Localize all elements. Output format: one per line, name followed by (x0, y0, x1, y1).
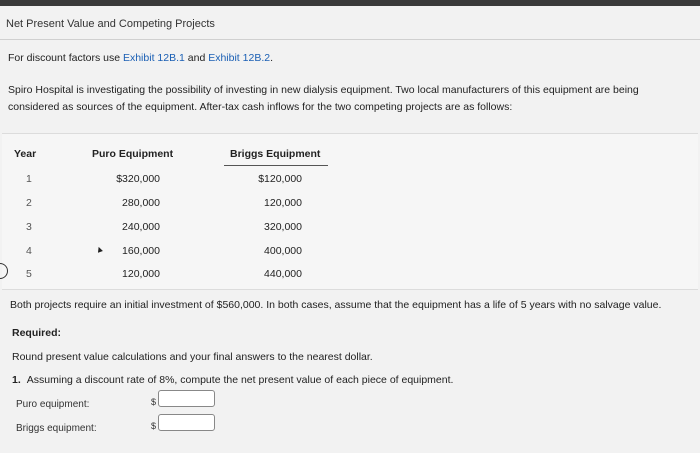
briggs-cell: $120,000 (258, 173, 302, 185)
year-cell: 3 (26, 221, 32, 233)
reference-prefix: For discount factors use (8, 52, 123, 64)
header-briggs: Briggs Equipment (230, 148, 321, 160)
rounding-instruction: Round present value calculations and your final answers to the nearest dollar. (12, 351, 373, 363)
puro-currency-symbol: $ (151, 397, 157, 407)
required-label: Required: (12, 327, 62, 339)
briggs-npv-input[interactable] (158, 414, 215, 431)
year-cell: 5 (26, 268, 32, 280)
table-row (2, 173, 698, 195)
title-divider (0, 39, 700, 40)
problem-page (0, 6, 700, 453)
table-row (2, 242, 698, 267)
briggs-currency-symbol: $ (151, 421, 157, 431)
puro-cell: 160,000 (122, 245, 160, 257)
intro-paragraph: Spiro Hospital is investigating the possibility of investing in new dialysis equipment. Two local manufacturers of this equipment are being considered as sources of the equipment. After-tax cash inflows for the two competing projects are as follows: (8, 84, 639, 113)
puro-cell: 120,000 (122, 268, 160, 280)
header-underline (224, 165, 328, 166)
table-row (2, 197, 698, 219)
year-cell: 2 (26, 197, 32, 209)
puro-cell: 240,000 (122, 221, 160, 233)
assumption-text: Both projects require an initial investment of $560,000. In both cases, assume that the equipment has a life of 5 years with no salvage value. (10, 299, 662, 311)
puro-answer-label: Puro equipment: (16, 399, 90, 410)
briggs-cell: 440,000 (264, 268, 302, 280)
exhibit-reference (8, 52, 273, 64)
briggs-cell: 320,000 (264, 221, 302, 233)
mouse-cursor-icon: ▲ (93, 242, 106, 256)
cash-flow-table (2, 133, 698, 290)
exhibit-12b1-link[interactable]: Exhibit 12B.1 (122, 52, 185, 64)
year-cell: 4 (26, 245, 32, 257)
question-text: Assuming a discount rate of 8%, compute the net present value of each piece of equipment. (26, 374, 454, 386)
table-row (2, 221, 698, 243)
year-cell: 1 (26, 173, 32, 185)
puro-cell: $320,000 (116, 173, 160, 185)
briggs-cell: 120,000 (264, 197, 302, 209)
header-year: Year (14, 148, 37, 160)
briggs-answer-label: Briggs equipment: (16, 423, 97, 434)
puro-npv-input[interactable] (158, 390, 215, 407)
reference-and: and (184, 52, 209, 64)
question-number: 1. (12, 374, 21, 386)
table-row (2, 268, 698, 290)
briggs-cell: 400,000 (264, 245, 302, 257)
problem-title: Net Present Value and Competing Projects (6, 18, 215, 30)
reference-suffix: . (270, 52, 273, 64)
puro-cell: 280,000 (122, 197, 160, 209)
question-1 (12, 374, 453, 386)
exhibit-12b2-link[interactable]: Exhibit 12B.2 (208, 52, 271, 64)
header-puro: Puro Equipment (92, 148, 174, 160)
